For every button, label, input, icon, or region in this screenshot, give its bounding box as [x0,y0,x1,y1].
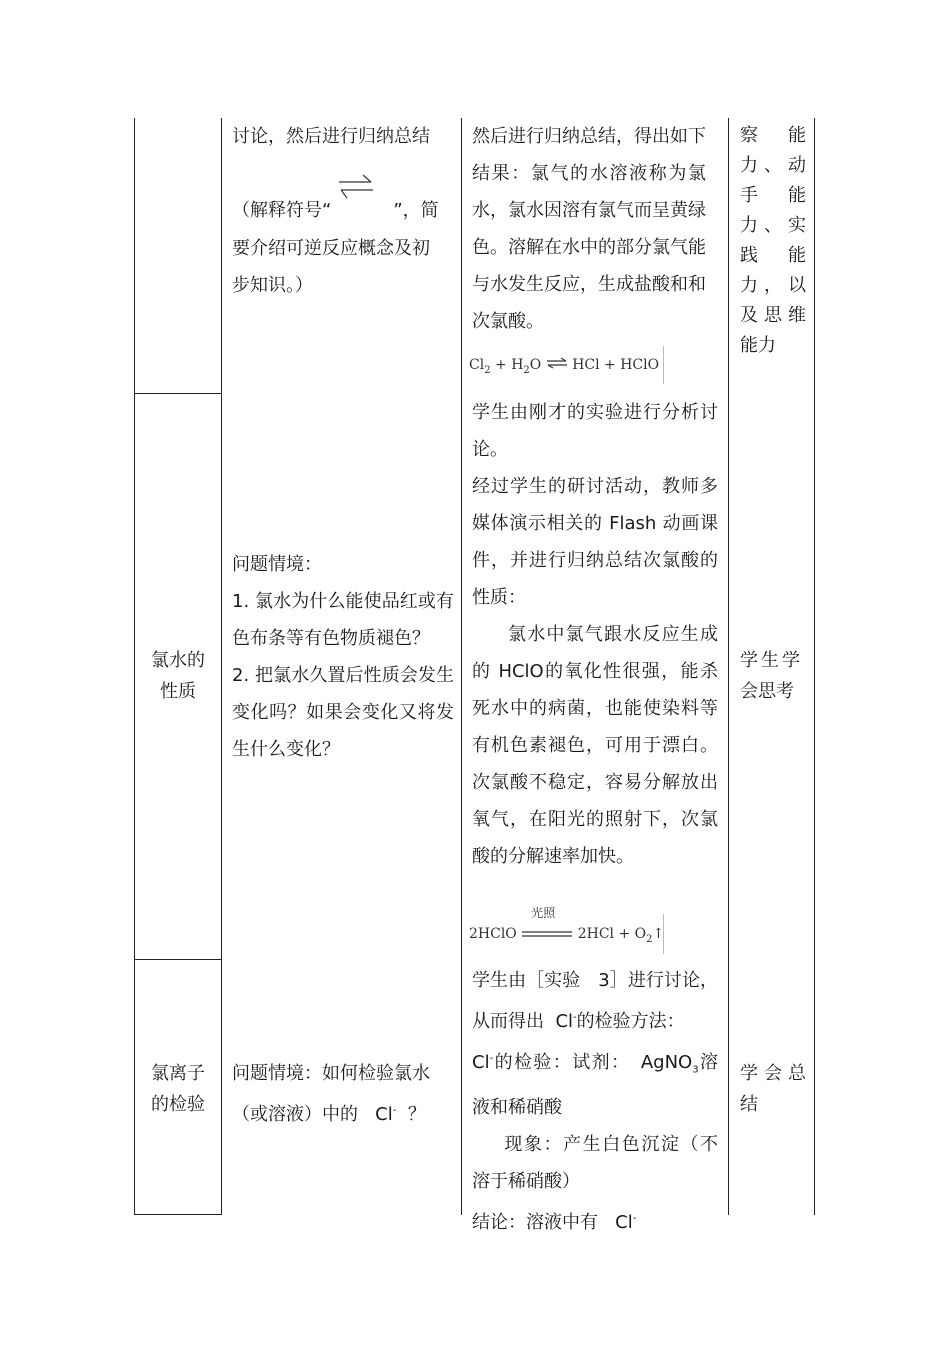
r2-col4-cell [740,645,806,707]
r1-col2-line2a: （解释符号 [232,200,322,221]
r3-col3-p2-cl: Cl [472,1052,490,1073]
r3-col3-p1a: 学生由［实验 3］进行讨论，从而得出 [472,970,718,1032]
r3-col3-p4-cl-sup: - [632,1212,637,1224]
eq1-cl: Cl [469,357,485,373]
r2-col2-q1: 1. 氯水为什么能使品红或有色布条等有色物质褪色？ [232,591,454,649]
r2-col3-p3: 氯水中氯气跟水反应生成的 HClO的氧化性很强，能杀死水中的病菌，也能使染料等有机色素褪色，可用于漂白。次氯酸不稳定，容易分解放出氧气，在阳光的照射下，次氯酸的分解速率加快。 [472,624,718,867]
eq2-condition: 光照 [531,906,556,920]
table-border-left [134,118,135,1215]
r2-col2-intro: 问题情境： [232,554,322,575]
table-border-right [814,118,815,1215]
row-divider-2-col1 [134,959,222,960]
r3-col3-p2-cl-sup: - [489,1053,494,1064]
r2-col1-line2: 性质 [160,681,196,702]
r3-col3-p2c: 的检验：试剂： AgNO [493,1052,693,1073]
r3-col3-p4-cl: Cl [615,1211,633,1233]
r3-col2-cell [232,1055,458,1133]
r1-col2-line2c: ”，简 [393,200,439,221]
r3-col2-line1: 问题情境：如何检验氯水 [232,1063,430,1084]
r3-col4-cell [740,1058,806,1120]
r2-col4-line2: 会思考 [740,681,794,702]
r3-col3-p1d: 的检验方法： [576,1011,685,1032]
equilibrium-arrow-icon [546,346,568,384]
eq2-left: 2HClO [469,926,517,942]
equation-hclo-decomposition [469,906,665,954]
eq2-o2-sub: 2 [646,933,653,945]
equation-chlorine-water [469,346,664,384]
r1-col2-line2b: “ [322,200,332,221]
r1-col4-text: 察能力、动手能力、实践能力，以及思维能力 [740,125,806,356]
r3-col3-p1 [472,962,718,1040]
r3-col4-text: 学会总结 [740,1063,806,1115]
r3-col3-p3: 现象：产生白色沉淀（不溶于稀硝酸） [472,1133,718,1192]
reversible-arrow-icon [331,193,393,230]
gas-up-arrow-icon: ↑ [652,926,665,942]
table-col-divider-1 [221,118,222,1215]
light-arrow-icon [521,906,573,944]
r1-col2-line1: 讨论，然后进行归纳总结 [232,126,430,147]
r2-col2-cell [232,546,454,768]
eq1-plus-h: + H [495,357,524,373]
r3-col1-line1: 氯离子 [151,1063,205,1084]
r3-col2-q: ？ [407,1104,426,1125]
r3-col3-p2e: 溶液和稀硝酸 [472,1052,718,1118]
r3-col3-p1-cl: Cl [555,1011,574,1032]
eq2-right: 2HCl + O [577,926,647,942]
r1-col2-line2 [232,192,454,230]
r2-col1-cell [136,645,220,707]
r3-col2-line2 [232,1092,458,1133]
eq1-cl-sub: 2 [484,364,491,376]
r1-col4-cell [740,118,806,361]
r1-col2-cell [232,118,454,304]
r2-col1-line1: 氯水的 [151,650,205,671]
row-divider-1-col1 [134,393,222,394]
r2-col3-cell [472,394,718,875]
r3-col3-p2 [472,1040,718,1126]
table-col-divider-2 [461,118,462,1215]
r2-col3-p2: 经过学生的研讨活动，教师多媒体演示相关的 Flash 动画课件，并进行归纳总结次氯酸的性质： [472,476,718,608]
r1-col2-line4: 步知识。） [232,274,313,296]
r2-col3-p1: 学生由刚才的实验进行分析讨论。 [472,402,718,460]
r3-col3-cell [472,962,718,1241]
r2-col2-q2: 2. 把氯水久置后性质会发生变化吗？如果会变化又将发生什么变化？ [232,665,454,760]
r3-col1-cell [136,1058,220,1120]
table-col-divider-3 [728,118,729,1215]
r1-col2-line3: 要介绍可逆反应概念及初 [232,237,430,259]
r1-col3-cell [472,118,706,340]
r1-col3-text: 然后进行归纳总结，得出如下结果：氯气的水溶液称为氯水，氯水因溶有氯气而呈黄绿色。溶解在水中的部分氯气能与水发生反应，生成盐酸和和次氯酸。 [472,126,706,332]
table-border-bottom [134,1214,222,1215]
r3-col3-p4a: 结论：溶液中有 [472,1211,598,1233]
r3-col1-line2: 的检验 [151,1094,205,1115]
r2-col4-line1: 学生学 [740,650,803,671]
eq1-o: O [529,357,542,373]
r3-col3-p2-sub: 3 [692,1064,699,1076]
eq1-right: HCl + HClO [572,357,660,373]
eq1-h-sub: 2 [523,364,530,376]
r3-col2-cl-sup: - [392,1105,397,1116]
r3-col2-cl: Cl [375,1104,393,1125]
r3-col3-p4 [472,1200,718,1241]
r3-col2-line2a: （或溶液）中的 [232,1104,358,1125]
r3-col3-p1-cl-sup: - [573,1012,577,1023]
